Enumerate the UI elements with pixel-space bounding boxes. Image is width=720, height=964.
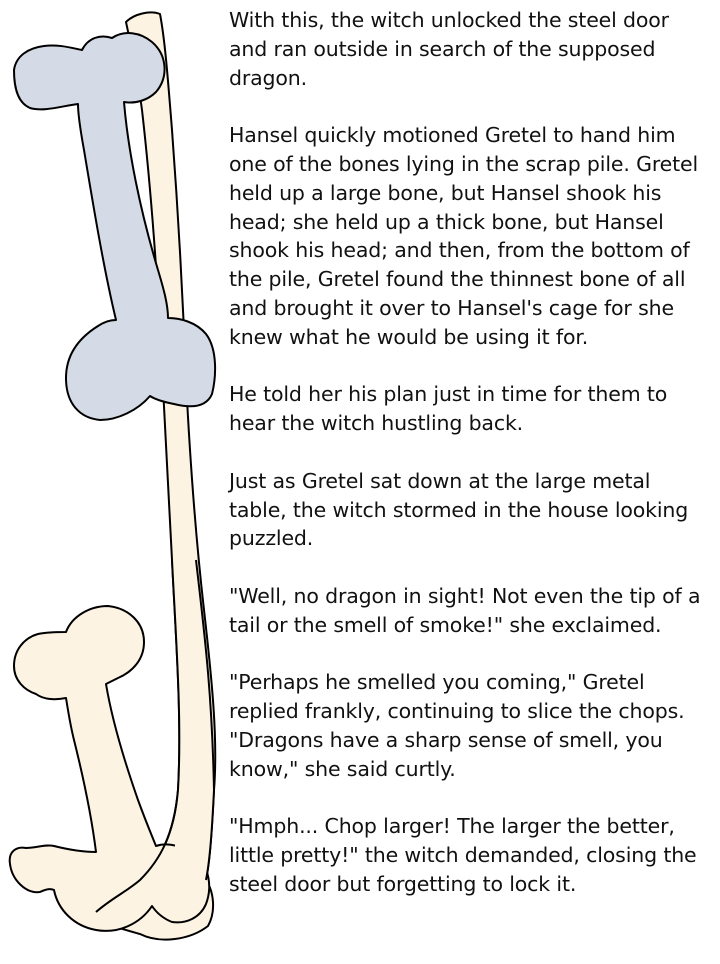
story-text — [229, 6, 713, 928]
story-paragraph: "Perhaps he smelled you coming," Gretel replied frankly, continuing to slice the chops. "Dragons have a sharp sense of smell, you know," she said curtly. — [229, 670, 685, 781]
story-paragraph: Hansel quickly motioned Gretel to hand him one of the bones lying in the scrap pile. Gretel held up a large bone, but Hansel shook his head; she held up a thick bone, but Hansel shook his head; and then, from the bottom of the pile, Gretel found the thinnest bone of all and brought it over to Hansel's cage for she knew what he would be using it for. — [229, 123, 699, 349]
story-paragraph: "Well, no dragon in sight! Not even the tip of a tail or the smell of smoke!" she exclaimed. — [229, 583, 701, 637]
story-paragraph: "Hmph... Chop larger! The larger the better, little pretty!" the witch demanded, closing the steel door but forgetting to lock it. — [229, 814, 697, 896]
story-paragraph: Just as Gretel sat down at the large metal table, the witch stormed in the house looking puzzled. — [229, 468, 689, 551]
story-paragraph: He told her his plan just in time for them to hear the witch hustling back. — [229, 382, 668, 436]
bones-illustration — [0, 0, 225, 960]
bones-svg — [0, 0, 225, 960]
gray-bone-shape — [14, 33, 215, 420]
gray-bone-icon — [14, 33, 215, 420]
story-paragraph: With this, the witch unlocked the steel door and ran outside in search of the supposed dragon. — [229, 8, 669, 90]
